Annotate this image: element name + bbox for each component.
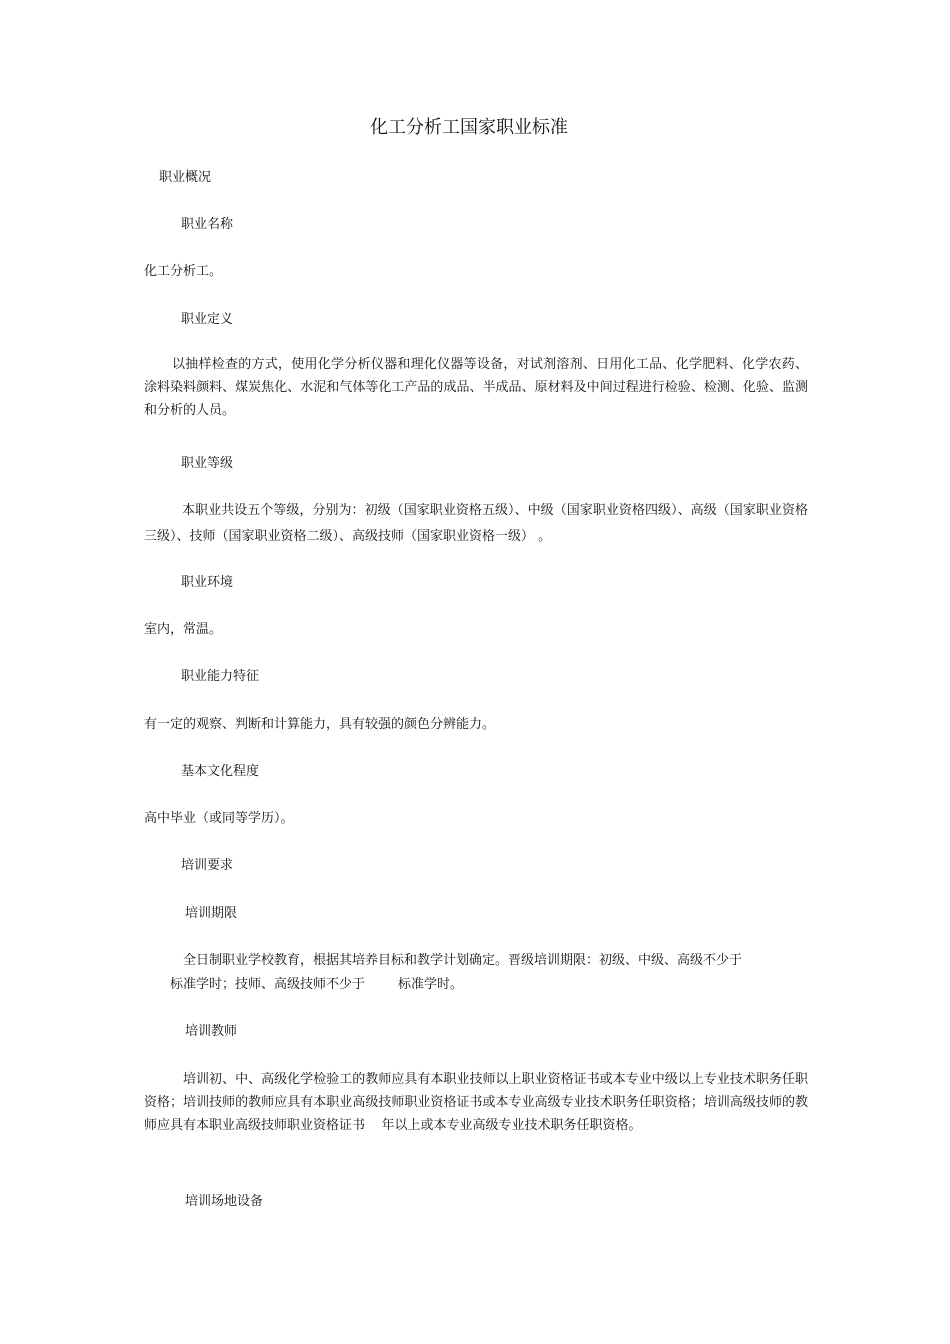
text-occupation-definition: 以抽样检查的方式，使用化学分析仪器和理化仪器等设备，对试剂溶剂、日用化工品、化学肥料、化学农药、涂料染料颜料、煤炭焦化、水泥和气体等化工产品的成品、半成品、原材料及中间过程进行检验、检测、化验、监测和分析的人员。	[144, 357, 808, 418]
heading-ability-traits: 职业能力特征	[181, 669, 260, 684]
text-trainer: 培训初、中、高级化学检验工的教师应具有本职业技师以上职业资格证书或本专业中级以上专业技术职务任职资格；培训技师的教师应具有本职业高级技师职业资格证书或本专业高级专业技术职务任职资格；培训高级技师的教师应具有本职业高级技师职业资格证书 年以上或本专业高级专业技术职务任职资格。	[144, 1072, 808, 1133]
text-training-period-line1: 全日制职业学校教育，根据其培养目标和教学计划确定。晋级培训期限：初级、中级、高级不少于	[183, 953, 743, 968]
heading-education-level: 基本文化程度	[181, 764, 260, 779]
text-occupation-grade: 本职业共设五个等级，分别为：初级（国家职业资格五级）、中级（国家职业资格四级）、高级（国家职业资格三级）、技师（国家职业资格二级）、高级技师（国家职业资格一级） 。	[144, 503, 808, 544]
section-heading-overview: 职业概况	[159, 170, 212, 185]
heading-trainer: 培训教师	[185, 1024, 238, 1039]
heading-occupation-name: 职业名称	[181, 217, 234, 232]
text-occupation-environment: 室内，常温。	[144, 622, 223, 637]
heading-training-period: 培训期限	[185, 906, 238, 921]
document-title: 化工分析工国家职业标准	[370, 117, 568, 138]
heading-training-venue: 培训场地设备	[185, 1194, 264, 1209]
heading-occupation-definition: 职业定义	[181, 312, 234, 327]
text-occupation-name: 化工分析工。	[144, 264, 223, 279]
heading-training-requirements: 培训要求	[181, 858, 234, 873]
text-education-level: 高中毕业（或同等学历）。	[144, 811, 294, 826]
text-training-period-line2: 标准学时；技师、高级技师不少于 标准学时。	[170, 977, 464, 992]
heading-occupation-environment: 职业环境	[181, 575, 234, 590]
heading-occupation-grade: 职业等级	[181, 456, 234, 471]
text-ability-traits: 有一定的观察、判断和计算能力，具有较强的颜色分辨能力。	[144, 717, 496, 732]
